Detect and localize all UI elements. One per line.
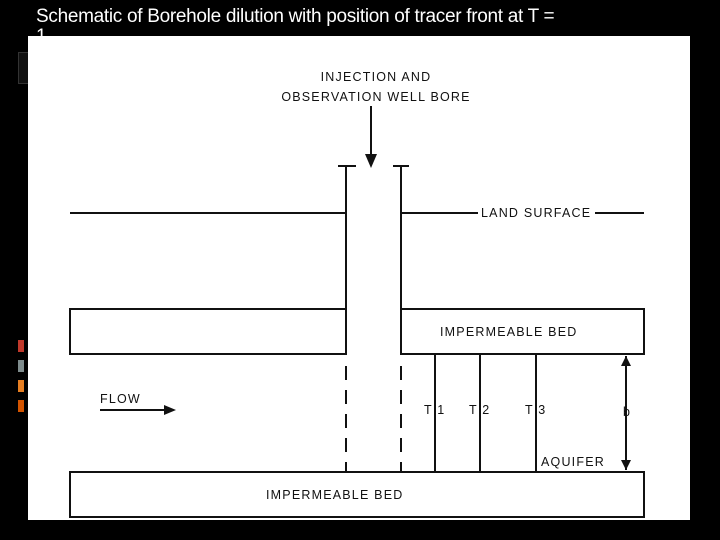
borehole-dilution-schematic <box>28 36 690 520</box>
accent-bar-orange <box>18 380 24 392</box>
lower-impermeable-bed-label: IMPERMEABLE BED <box>266 488 404 502</box>
upper-impermeable-bed-left <box>70 309 346 354</box>
land-surface-label: LAND SURFACE <box>481 206 592 220</box>
thickness-arrow-top <box>621 356 631 366</box>
slide-side-accents <box>18 340 26 420</box>
thickness-label: b <box>623 405 632 419</box>
injection-label-line2: OBSERVATION WELL BORE <box>281 90 471 104</box>
accent-bar-orange-2 <box>18 400 24 412</box>
accent-bar-red <box>18 340 24 352</box>
flow-arrow-head <box>164 405 176 415</box>
aquifer-label: AQUIFER <box>541 455 605 469</box>
thickness-arrow-bottom <box>621 460 631 470</box>
injection-label-line1: INJECTION AND <box>320 70 432 84</box>
accent-bar-grey <box>18 360 24 372</box>
injection-arrow-head <box>365 154 377 168</box>
flow-label: FLOW <box>100 392 141 406</box>
schematic-svg <box>28 36 690 520</box>
slide-title: Schematic of Borehole dilution with position of tracer front at T = <box>36 6 555 27</box>
tracer-label-t3: T 3 <box>525 403 547 417</box>
tracer-label-t2: T 2 <box>469 403 491 417</box>
tracer-label-t1: T 1 <box>424 403 446 417</box>
upper-impermeable-bed-label: IMPERMEABLE BED <box>440 325 578 339</box>
